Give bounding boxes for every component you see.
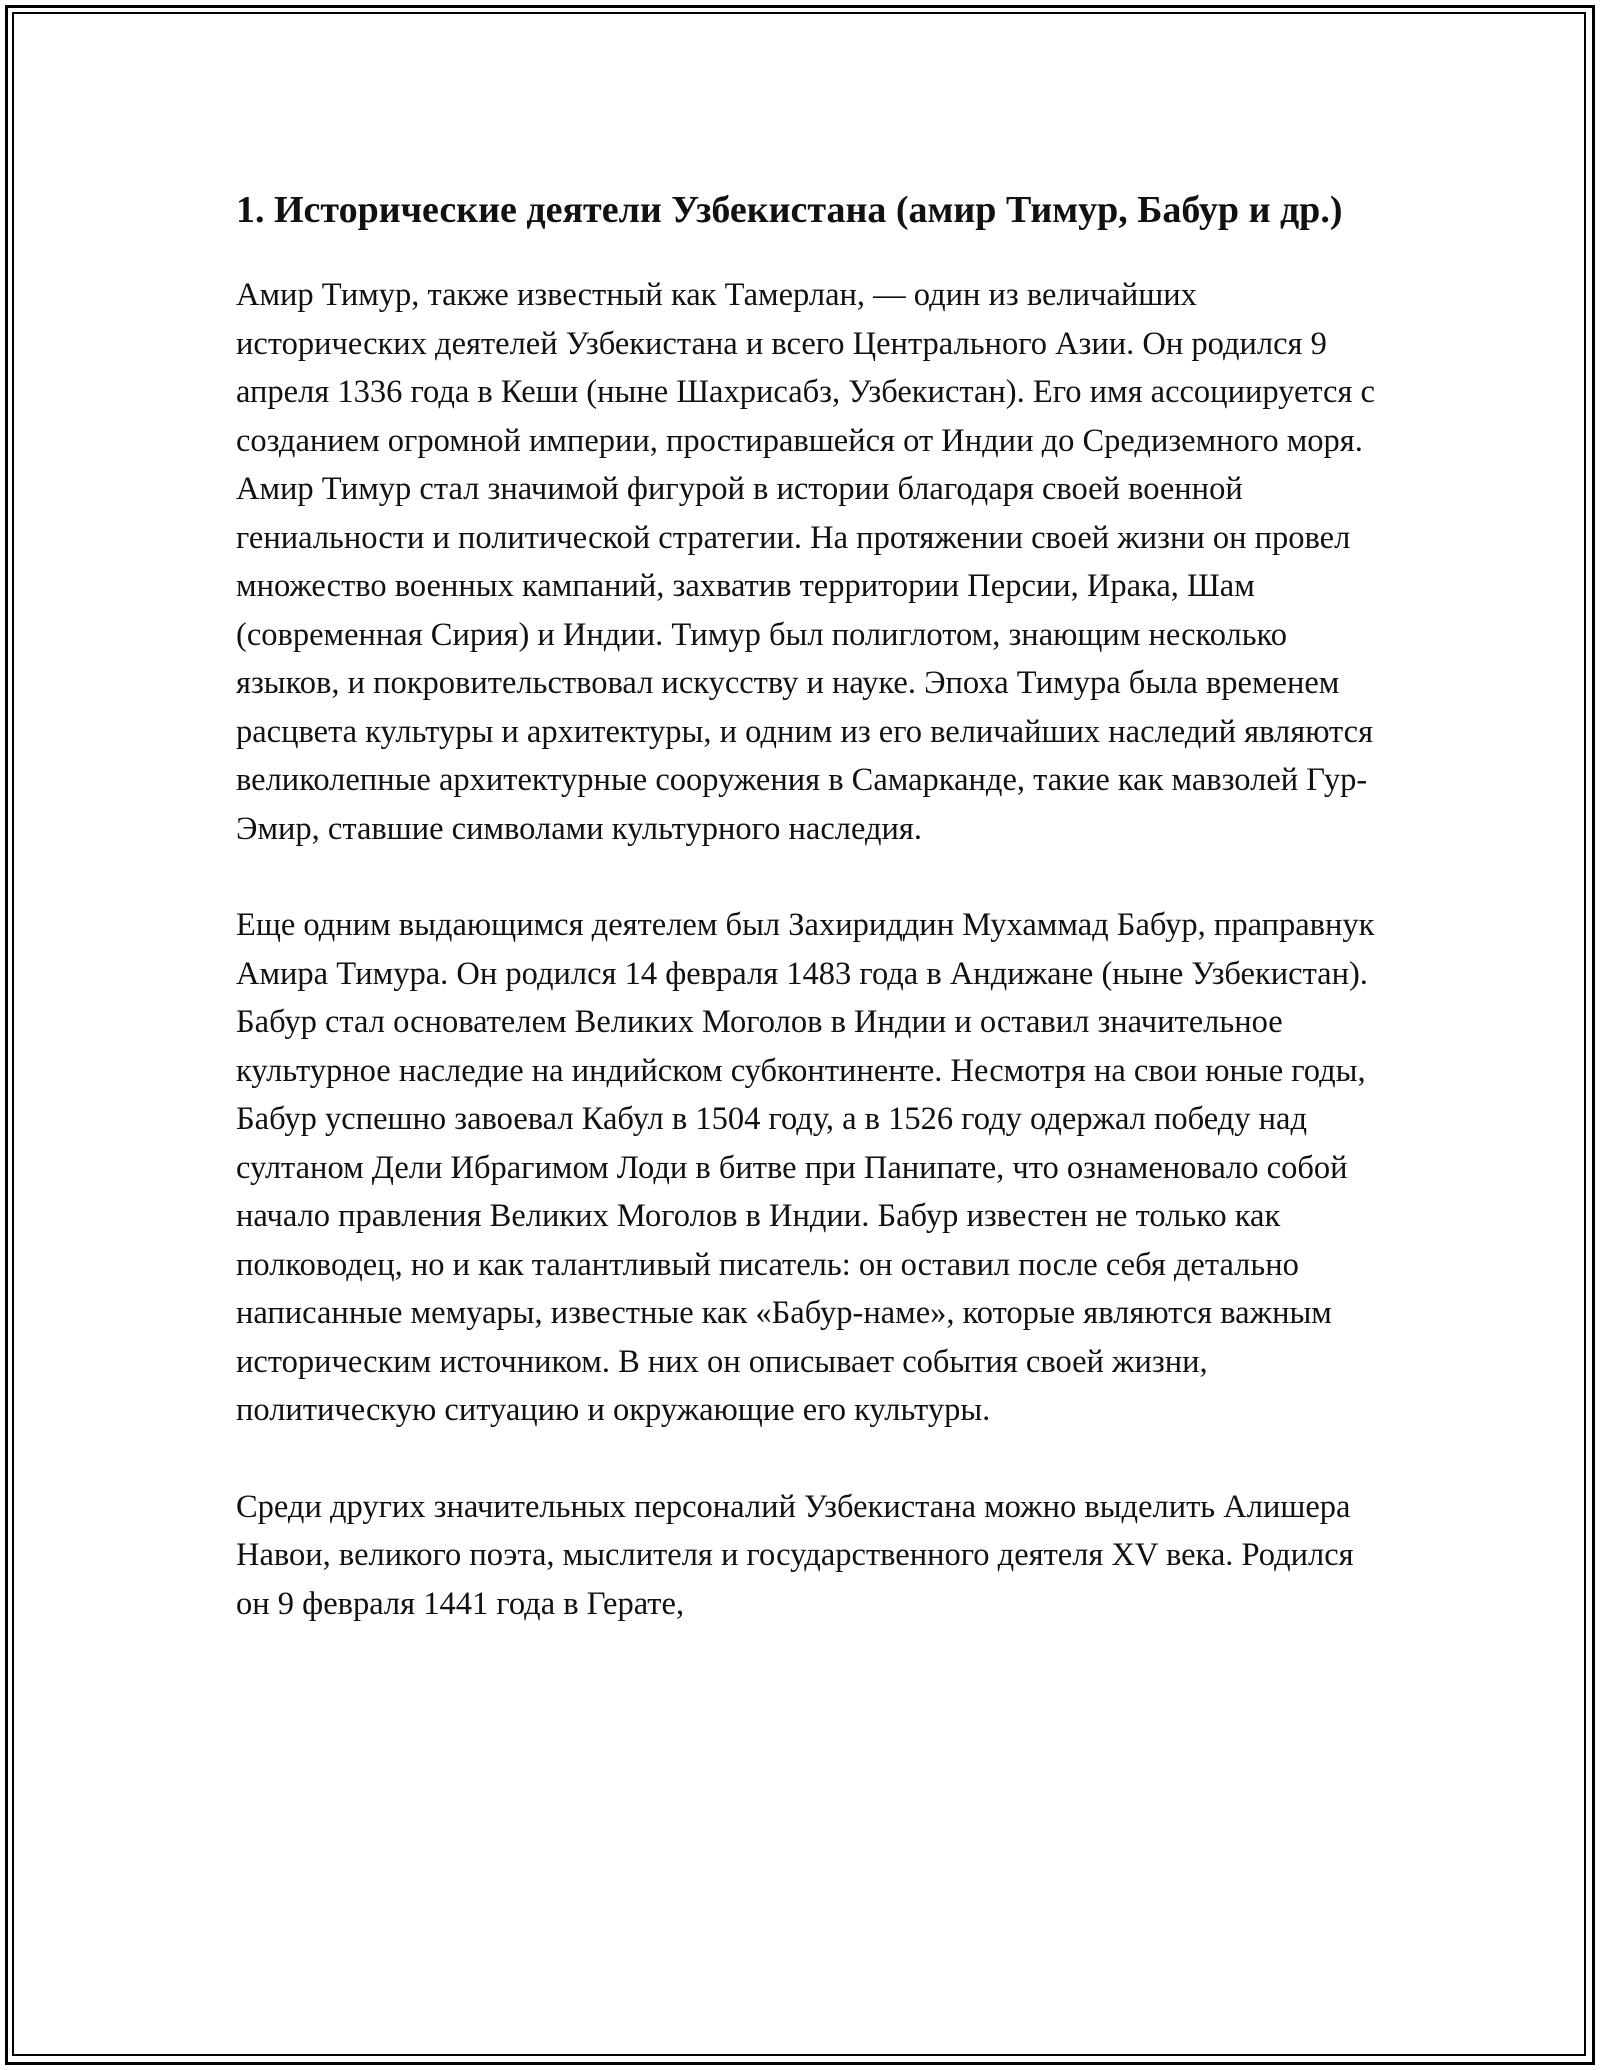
section-heading: 1. Исторические деятели Узбекистана (амир Тимур, Бабур и др.)	[236, 189, 1343, 231]
paragraph-alisher-navoi: Среди других значительных персоналий Узбекистана можно выделить Алишера Навои, великого поэта, мыслителя и государственного деятеля XV века. Родился он 9 февраля 1441 года в Герате,	[236, 1488, 1354, 1622]
paragraph-amir-timur: Амир Тимур, также известный как Тамерлан, — один из величайших исторических деятелей Узбекистана и всего Центрального Азии. Он родился 9 апреля 1336 года в Кеши (ныне Шахрисабз, Узбекистан). Его имя ассоциируется с созданием огромной империи, простиравшейся от Индии до Средиземного моря. Амир Тимур стал значимой фигурой в истории благодаря своей военной гениальности и политической стратегии. На протяжении своей жизни он провел множество военных кампаний, захватив территории Персии, Ирака, Шам (современная Сирия) и Индии. Тимур был полиглотом, знающим несколько языков, и покровительствовал искусству и науке. Эпоха Тимура была временем расцвета культуры и архитектуры, и одним из его величайших наследий являются великолепные архитектурные сооружения в Самарканде, такие как мавзолей Гур-Эмир, ставшие символами культурного наследия.	[236, 277, 1375, 847]
document-body	[236, 185, 1376, 1676]
paragraph-babur: Еще одним выдающимся деятелем был Захириддин Мухаммад Бабур, праправнук Амира Тимура. Он родился 14 февраля 1483 года в Андижане (ныне Узбекистан). Бабур стал основателем Великих Моголов в Индии и оставил значительное культурное наследие на индийском субконтиненте. Несмотря на свои юные годы, Бабур успешно завоевал Кабул в 1504 году, а в 1526 году одержал победу над султаном Дели Ибрагимом Лоди в битве при Панипате, что ознаменовало собой начало правления Великих Моголов в Индии. Бабур известен не только как полководец, но и как талантливый писатель: он оставил после себя детально написанные мемуары, известные как «Бабур-наме», которые являются важным историческим источником. В них он описывает события своей жизни, политическую ситуацию и окружающие его культуры.	[236, 907, 1375, 1428]
